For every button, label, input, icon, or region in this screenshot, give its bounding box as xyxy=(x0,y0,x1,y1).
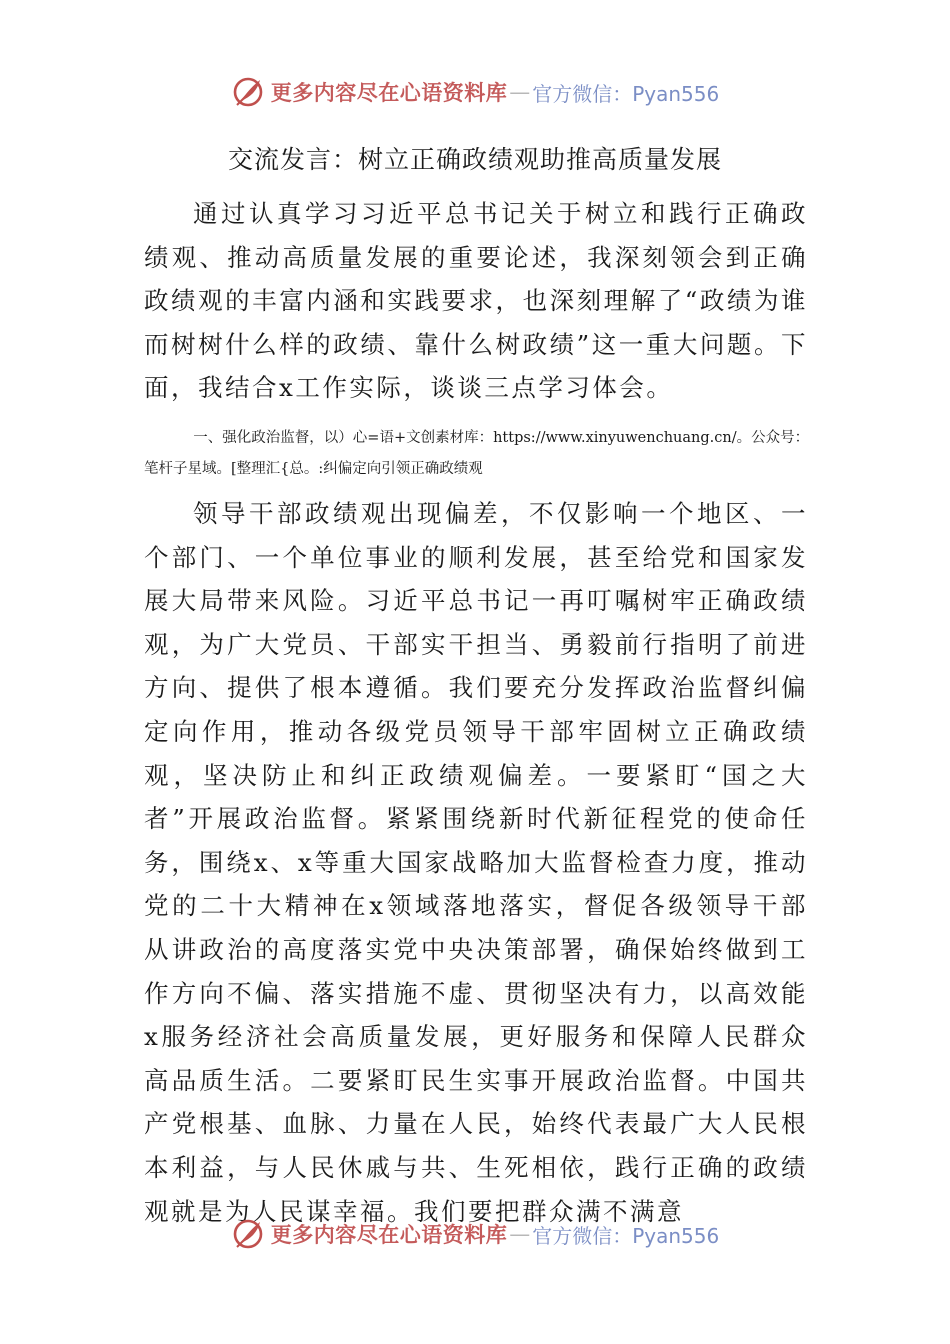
header-banner xyxy=(0,70,950,114)
body-paragraph: 领导干部政绩观出现偏差，不仅影响一个地区、一个部门、一个单位事业的顺利发展，甚至给党和国家发展大局带来风险。习近平总书记一再叮嘱树牢正确政绩观，为广大党员、干部实干担当、勇毅前行指明了前进方向、提供了根本遵循。我们要充分发挥政治监督纠偏定向作用，推动各级党员领导干部牢固树立正确政绩观，坚决防止和纠正政绩观偏差。一要紧盯“国之大者”开展政治监督。紧紧围绕新时代新征程党的使命任务，围绕x、x等重大国家战略加大监督检查力度，推动党的二十大精神在x领域落地落实，督促各级领导干部从讲政治的高度落实党中央决策部署，确保始终做到工作方向不偏、落实措施不虚、贯彻坚决有力，以高效能x服务经济社会高质量发展，更好服务和保障人民群众高品质生活。二要紧盯民生实事开展政治监督。中国共产党根基、血脉、力量在人民，始终代表最广大人民根本利益，与人民休戚与共、生死相依，践行正确的政绩观就是为人民谋幸福。我们要把群众满不满意 xyxy=(144,499,808,1226)
section-1-heading: 一、强化政治监督，以）心=语+文创素材库：https://www.xinyuwenchuang.cn/。公众号：笔杆子星域。[整理汇{总。:纠偏定向引领正确政绩观 xyxy=(144,430,810,477)
feather-pen-logo-icon xyxy=(231,1217,265,1251)
banner-wechat-contact: 官方微信：Pyan556 xyxy=(532,1223,720,1248)
banner-site-name: 更多内容尽在心语资料库 xyxy=(270,1222,508,1247)
document-title: 交流发言：树立正确政绩观助推高质量发展 xyxy=(227,145,722,174)
feather-pen-logo-icon xyxy=(231,75,265,109)
intro-paragraph: 通过认真学习习近平总书记关于树立和践行正确政绩观、推动高质量发展的重要论述，我深刻领会到正确政绩观的丰富内涵和实践要求，也深刻理解了“政绩为谁而树树什么样的政绩、靠什么树政绩”这一重大问题。下面，我结合x工作实际，谈谈三点学习体会。 xyxy=(144,199,808,403)
footer-banner xyxy=(0,1212,950,1256)
banner-separator: — xyxy=(509,1222,531,1246)
banner-separator: — xyxy=(509,80,531,104)
banner-site-name: 更多内容尽在心语资料库 xyxy=(270,80,508,105)
banner-wechat-contact: 官方微信：Pyan556 xyxy=(532,81,720,106)
